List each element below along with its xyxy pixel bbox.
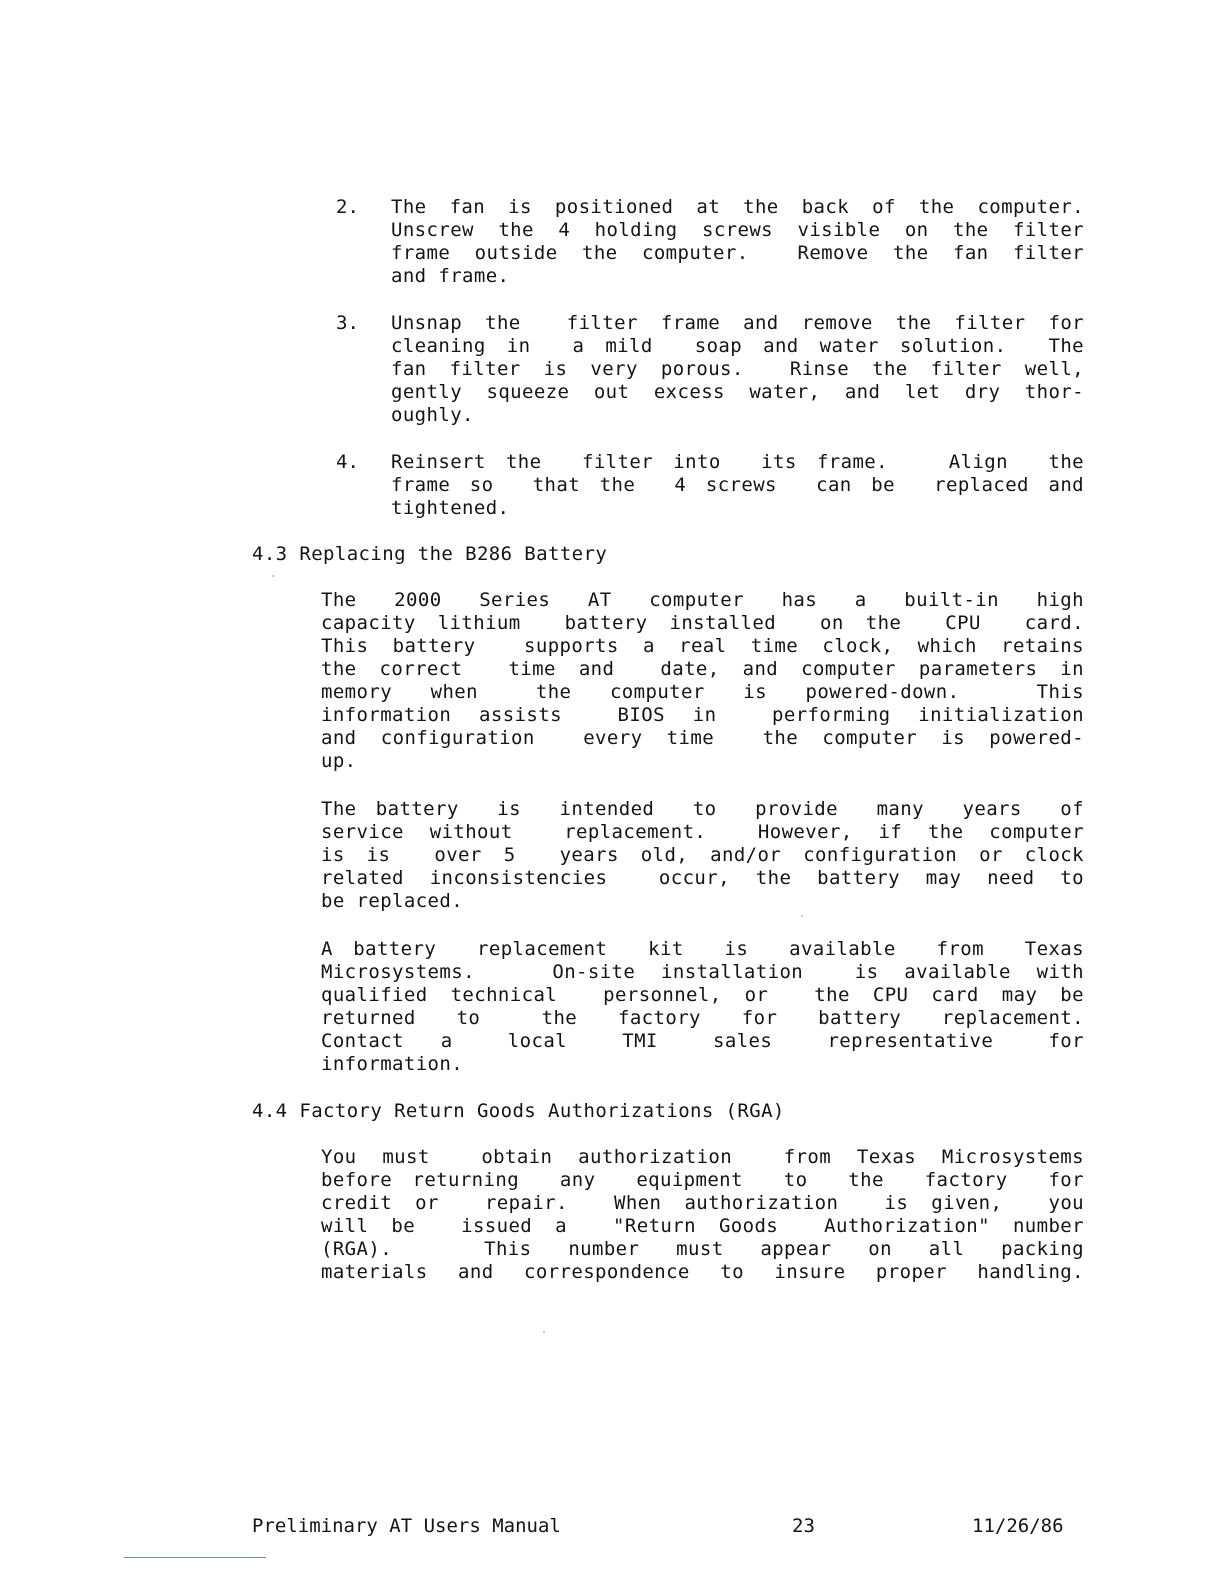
paragraph-line: credit or repair. When authorization is given, you [321,1192,1084,1214]
paragraph-line: Contact a local TMI sales representative for [321,1030,1084,1052]
footer-rule [124,1557,266,1558]
paragraph-line: capacity lithium battery installed on the CPU card. [321,612,1084,634]
paragraph-line: information assists BIOS in performing initialization [321,704,1084,726]
paragraph-line: service without replacement. However, if the computer [321,821,1084,843]
list-item-2-line-3: frame outside the computer. Remove the fan filter [391,242,1084,264]
paragraph-line: Microsystems. On-site installation is available with [321,961,1084,983]
paragraph-line: materials and correspondence to insure proper handling. [321,1261,1084,1283]
section-heading-4-4: 4.4 Factory Return Goods Authorizations (RGA) [252,1100,785,1122]
list-item-2-line-2: Unscrew the 4 holding screws visible on the filter [391,219,1084,241]
paragraph-line: related inconsistencies occur, the battery may need to [321,867,1084,889]
list-item-3-line-2: cleaning in a mild soap and water solution. The [391,335,1084,357]
list-number: 4. [336,451,359,473]
list-item-4-line-2: frame so that the 4 screws can be replaced and [391,474,1084,496]
footer-title: Preliminary AT Users Manual [252,1515,561,1537]
list-number: 3. [336,312,359,334]
list-item-4-line-3: tightened. [391,497,510,519]
footer-date: 11/26/86 [972,1515,1064,1537]
scan-speck [801,915,803,917]
paragraph-line: The 2000 Series AT computer has a built-in high [321,589,1084,611]
paragraph-line: before returning any equipment to the factory for [321,1169,1084,1191]
paragraph-line: (RGA). This number must appear on all packing [321,1238,1084,1260]
list-item-4-line-1: Reinsert the filter into its frame. Align the [391,451,1084,473]
section-heading-4-3: 4.3 Replacing the B286 Battery [252,543,608,565]
paragraph-line: the correct time and date, and computer parameters in [321,658,1084,680]
scan-speck [543,1331,545,1333]
list-item-3-line-3: fan filter is very porous. Rinse the filter well, [391,358,1084,380]
paragraph-line: and configuration every time the computer is powered- [321,727,1084,749]
paragraph-line: memory when the computer is powered-down. This [321,681,1084,703]
paragraph-line: information. [321,1053,464,1075]
paragraph-line: will be issued a "Return Goods Authorization" number [321,1215,1084,1237]
list-item-2-line-1: The fan is positioned at the back of the computer. [391,196,1084,218]
list-item-3-line-5: oughly. [391,404,474,426]
list-number: 2. [336,196,359,218]
paragraph-line: You must obtain authorization from Texas Microsystems [321,1146,1084,1168]
paragraph-line: This battery supports a real time clock, which retains [321,635,1084,657]
paragraph-line: The battery is intended to provide many years of [321,798,1084,820]
paragraph-line: qualified technical personnel, or the CPU card may be [321,984,1084,1006]
paragraph-line: is is over 5 years old, and/or configuration or clock [321,844,1084,866]
list-item-2-line-4: and frame. [391,265,510,287]
list-item-3-line-1: Unsnap the filter frame and remove the filter for [391,312,1084,334]
footer-page-number: 23 [792,1515,815,1537]
paragraph-line: be replaced. [321,890,464,912]
list-item-3-line-4: gently squeeze out excess water, and let dry thor- [391,381,1084,403]
scan-speck [272,575,274,577]
paragraph-line: up. [321,750,357,772]
paragraph-line: A battery replacement kit is available from Texas [321,938,1084,960]
paragraph-line: returned to the factory for battery replacement. [321,1007,1084,1029]
